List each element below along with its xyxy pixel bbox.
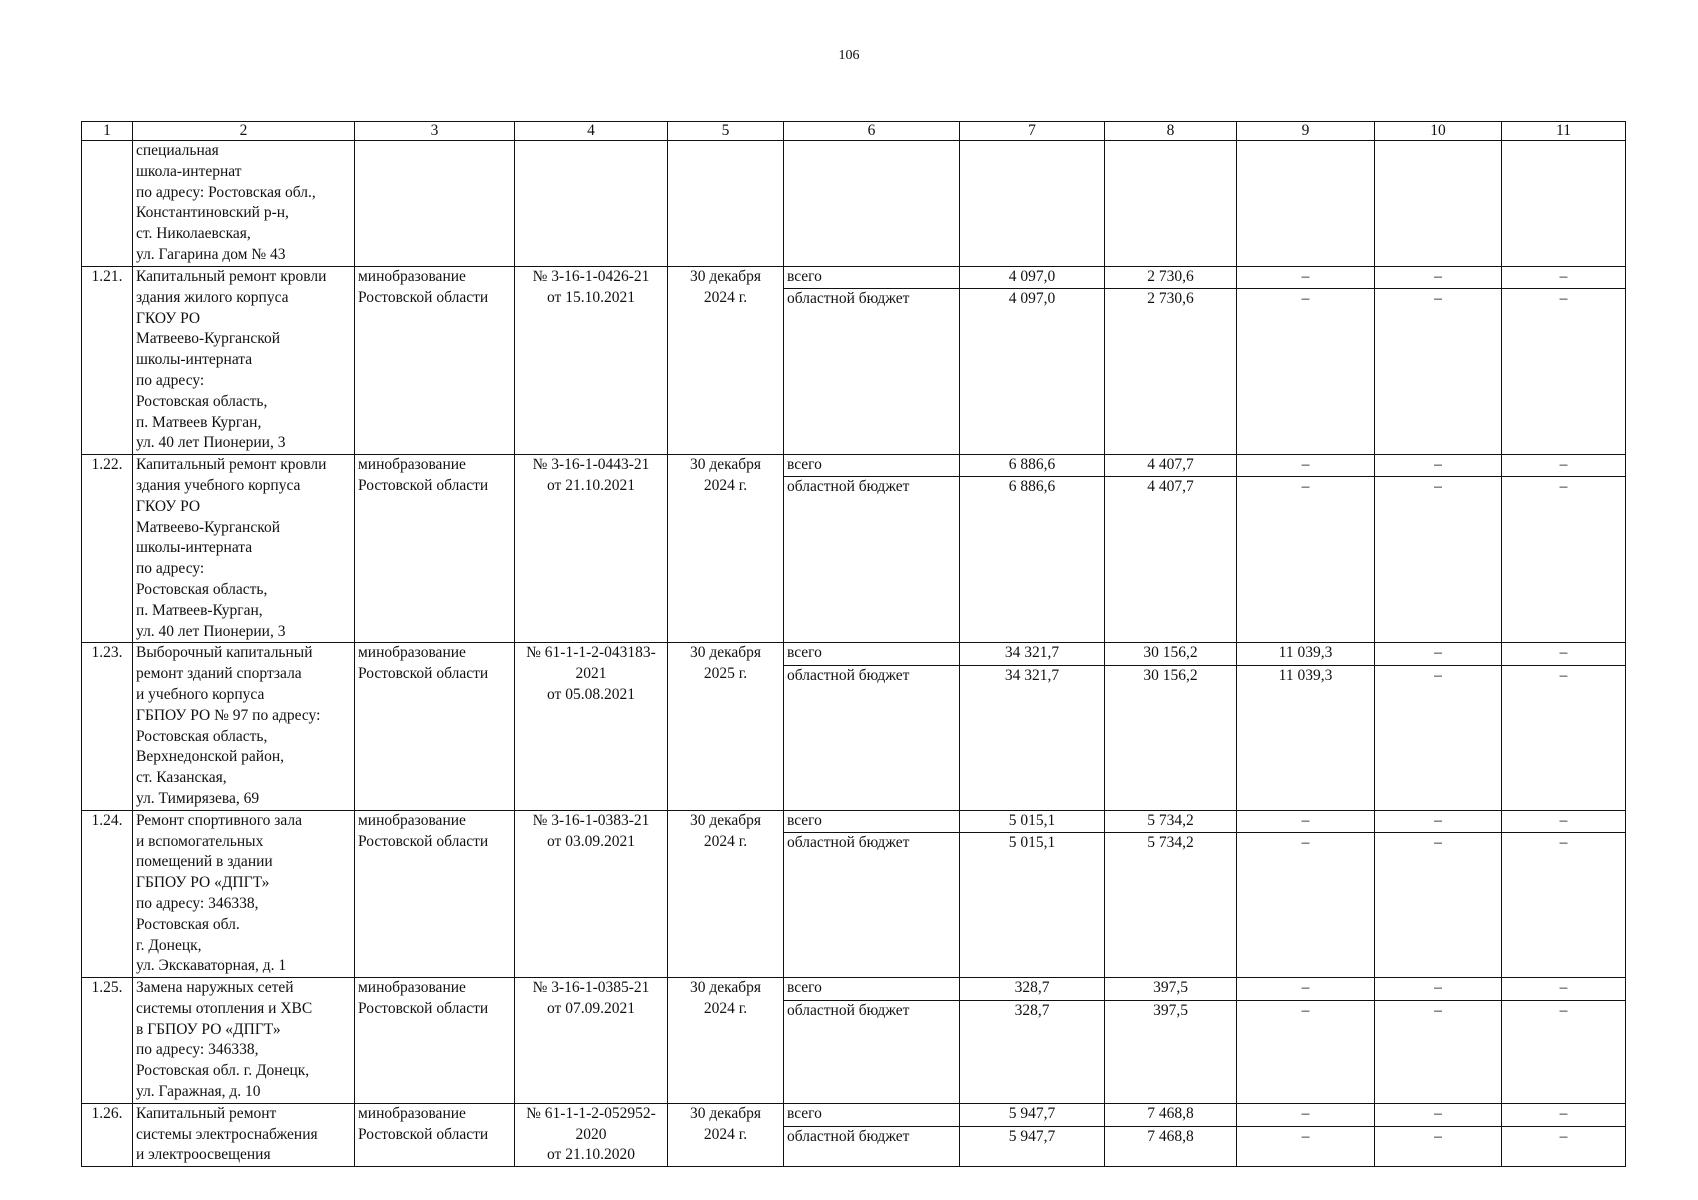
- table-row: [82, 1103, 1626, 1126]
- deadline: 30 декабря 2025 г.: [668, 643, 784, 810]
- column-number: 2: [133, 122, 355, 141]
- object-name: Капитальный ремонт кровли здания учебного корпуса ГКОУ РО Матвеево-Курганской школы-интерната по адресу: Ростовская область, п. Матвеев-Курган, ул. 40 лет Пионерии, 3: [133, 455, 355, 643]
- value-col7: 6 886,6: [960, 477, 1105, 643]
- customer: минобразование Ростовской области: [355, 810, 515, 977]
- document-ref: № 61-1-1-2-052952- 2020 от 21.10.2020: [515, 1103, 668, 1166]
- value-col10: –: [1375, 833, 1502, 978]
- customer: минобразование Ростовской области: [355, 267, 515, 455]
- value-col11: –: [1502, 289, 1626, 455]
- column-number: 9: [1237, 122, 1375, 141]
- deadline: 30 декабря 2024 г.: [668, 810, 784, 977]
- customer: минобразование Ростовской области: [355, 978, 515, 1104]
- document-ref: № 3-16-1-0383-21 от 03.09.2021: [515, 810, 668, 977]
- row-number: 1.25.: [82, 978, 133, 1104]
- value-col10: –: [1375, 289, 1502, 455]
- object-name: Ремонт спортивного зала и вспомогательных помещений в здании ГБПОУ РО «ДПГТ» по адресу: 346338, Ростовская обл. г. Донецк, ул. Экскаваторная, д. 1: [133, 810, 355, 977]
- value-col10: –: [1375, 665, 1502, 810]
- value-col7: 5 015,1: [960, 833, 1105, 978]
- value-col9: –: [1237, 1103, 1375, 1126]
- value-col7: 328,7: [960, 978, 1105, 1001]
- document-ref: № 3-16-1-0385-21 от 07.09.2021: [515, 978, 668, 1104]
- funding-source: всего: [784, 1103, 960, 1126]
- column-number: 6: [784, 122, 960, 141]
- value-col11: –: [1502, 267, 1626, 289]
- table-row: [82, 810, 1626, 832]
- value-col8: 30 156,2: [1105, 643, 1237, 665]
- column-number: 1: [82, 122, 133, 141]
- value-col10: –: [1375, 477, 1502, 643]
- object-name: Капитальный ремонт кровли здания жилого корпуса ГКОУ РО Матвеево-Курганской школы-интерната по адресу: Ростовская область, п. Матвеев Курган, ул. 40 лет Пионерии, 3: [133, 267, 355, 455]
- funding-source: всего: [784, 267, 960, 289]
- value-col8: 2 730,6: [1105, 267, 1237, 289]
- table-row: [82, 978, 1626, 1001]
- deadline: 30 декабря 2024 г.: [668, 267, 784, 455]
- column-number: 5: [668, 122, 784, 141]
- column-number-row: [82, 122, 1626, 141]
- value-col8: 4 407,7: [1105, 477, 1237, 643]
- value-col8: 397,5: [1105, 1000, 1237, 1103]
- object-name: Выборочный капитальный ремонт зданий спортзала и учебного корпуса ГБПОУ РО № 97 по адресу: Ростовская область, Верхнедонской район, ст. Казанская, ул. Тимирязева, 69: [133, 643, 355, 810]
- value-col11: –: [1502, 810, 1626, 832]
- deadline: 30 декабря 2024 г.: [668, 978, 784, 1104]
- value-col7: 4 097,0: [960, 289, 1105, 455]
- funding-source: областной бюджет: [784, 289, 960, 455]
- row-number: 1.22.: [82, 455, 133, 643]
- funding-source: всего: [784, 455, 960, 477]
- value-col7: 5 947,7: [960, 1103, 1105, 1126]
- value-col7: 6 886,6: [960, 455, 1105, 477]
- value-col7: 4 097,0: [960, 267, 1105, 289]
- budget-table: [81, 121, 1626, 1167]
- funding-source: областной бюджет: [784, 833, 960, 978]
- value-col9: 11 039,3: [1237, 665, 1375, 810]
- value-col7: 5 947,7: [960, 1127, 1105, 1167]
- value-col11: –: [1502, 978, 1626, 1001]
- value-col8: 5 734,2: [1105, 833, 1237, 978]
- value-col8: 2 730,6: [1105, 289, 1237, 455]
- value-col11: –: [1502, 477, 1626, 643]
- value-col11: –: [1502, 833, 1626, 978]
- value-col8: 7 468,8: [1105, 1103, 1237, 1126]
- value-col8: 5 734,2: [1105, 810, 1237, 832]
- page-number: 106: [838, 48, 860, 63]
- customer: минобразование Ростовской области: [355, 1103, 515, 1166]
- value-col9: –: [1237, 810, 1375, 832]
- value-col8: 30 156,2: [1105, 665, 1237, 810]
- deadline: 30 декабря 2024 г.: [668, 1103, 784, 1166]
- value-col11: –: [1502, 1000, 1626, 1103]
- value-col11: –: [1502, 665, 1626, 810]
- table-row: [82, 643, 1626, 665]
- value-col9: –: [1237, 267, 1375, 289]
- customer: минобразование Ростовской области: [355, 455, 515, 643]
- column-number: 10: [1375, 122, 1502, 141]
- funding-source: областной бюджет: [784, 477, 960, 643]
- funding-source: областной бюджет: [784, 665, 960, 810]
- value-col10: –: [1375, 1000, 1502, 1103]
- value-col7: 34 321,7: [960, 665, 1105, 810]
- column-number: 4: [515, 122, 668, 141]
- funding-source: областной бюджет: [784, 1127, 960, 1167]
- value-col11: –: [1502, 643, 1626, 665]
- column-number: 11: [1502, 122, 1626, 141]
- value-col10: –: [1375, 643, 1502, 665]
- value-col7: 34 321,7: [960, 643, 1105, 665]
- value-col9: –: [1237, 1000, 1375, 1103]
- column-number: 3: [355, 122, 515, 141]
- value-col11: –: [1502, 1103, 1626, 1126]
- funding-source: всего: [784, 978, 960, 1001]
- value-col7: 328,7: [960, 1000, 1105, 1103]
- value-col10: –: [1375, 455, 1502, 477]
- value-col7: 5 015,1: [960, 810, 1105, 832]
- value-col10: –: [1375, 810, 1502, 832]
- table-row: [82, 267, 1626, 289]
- funding-source: областной бюджет: [784, 1000, 960, 1103]
- row-number: 1.21.: [82, 267, 133, 455]
- value-col11: –: [1502, 455, 1626, 477]
- customer: минобразование Ростовской области: [355, 643, 515, 810]
- object-name: Замена наружных сетей системы отопления и ХВС в ГБПОУ РО «ДПГТ» по адресу: 346338, Ростовская обл. г. Донецк, ул. Гаражная, д. 10: [133, 978, 355, 1104]
- row-number: 1.23.: [82, 643, 133, 810]
- value-col9: –: [1237, 477, 1375, 643]
- value-col9: –: [1237, 978, 1375, 1001]
- value-col8: 4 407,7: [1105, 455, 1237, 477]
- table-row: [82, 455, 1626, 477]
- document-ref: № 3-16-1-0426-21 от 15.10.2021: [515, 267, 668, 455]
- document-ref: № 3-16-1-0443-21 от 21.10.2021: [515, 455, 668, 643]
- value-col8: 397,5: [1105, 978, 1237, 1001]
- value-col10: –: [1375, 1127, 1502, 1167]
- value-col11: –: [1502, 1127, 1626, 1167]
- value-col8: 7 468,8: [1105, 1127, 1237, 1167]
- value-col9: –: [1237, 1127, 1375, 1167]
- value-col9: –: [1237, 289, 1375, 455]
- continuation-row: [82, 141, 1626, 267]
- column-number: 8: [1105, 122, 1237, 141]
- value-col10: –: [1375, 978, 1502, 1001]
- object-name: специальная школа-интернат по адресу: Ростовская обл., Константиновский р-н, ст. Николаевская, ул. Гагарина дом № 43: [133, 141, 355, 267]
- document-ref: № 61-1-1-2-043183- 2021 от 05.08.2021: [515, 643, 668, 810]
- column-number: 7: [960, 122, 1105, 141]
- value-col10: –: [1375, 267, 1502, 289]
- value-col9: 11 039,3: [1237, 643, 1375, 665]
- value-col10: –: [1375, 1103, 1502, 1126]
- value-col9: –: [1237, 455, 1375, 477]
- row-number: 1.26.: [82, 1103, 133, 1166]
- value-col9: –: [1237, 833, 1375, 978]
- funding-source: всего: [784, 810, 960, 832]
- funding-source: всего: [784, 643, 960, 665]
- deadline: 30 декабря 2024 г.: [668, 455, 784, 643]
- row-number: 1.24.: [82, 810, 133, 977]
- object-name: Капитальный ремонт системы электроснабжения и электроосвещения: [133, 1103, 355, 1166]
